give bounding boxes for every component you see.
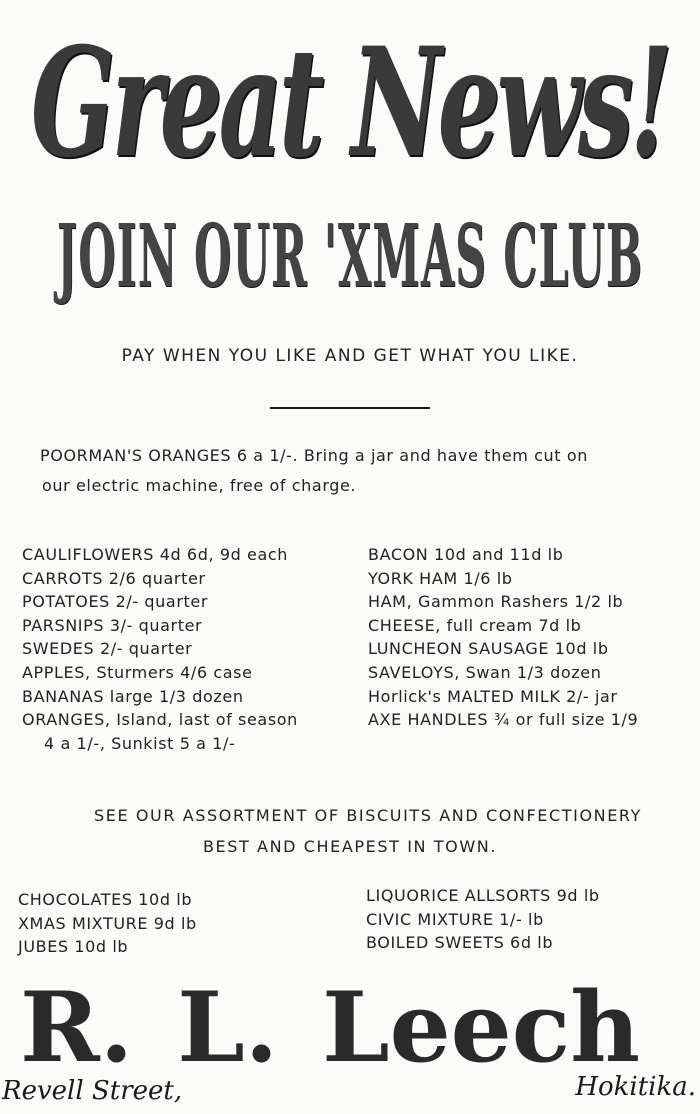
tagline: PAY WHEN YOU LIKE AND GET WHAT YOU LIKE. (121, 346, 579, 366)
list-item: HAM, Gammon Rashers 1/2 lb (368, 592, 624, 612)
list-item: SWEDES 2/- quarter (22, 639, 193, 659)
list-item: PARSNIPS 3/- quarter (22, 615, 203, 635)
headline: Great News! (30, 14, 670, 191)
list-item: APPLES, Sturmers 4/6 case (22, 662, 253, 682)
divider-rule (270, 407, 430, 409)
shop-name (20, 970, 640, 1084)
list-item: BOILED SWEETS 6d lb (366, 933, 554, 953)
assortment-line2: BEST AND CHEAPEST IN TOWN. (202, 837, 498, 856)
list-item: CHOCOLATES 10d lb (18, 890, 193, 909)
list-item: 4 a 1/-, Sunkist 5 a 1/- (44, 733, 236, 753)
sweets-left-list (18, 888, 197, 959)
oranges-note-line2: our electric machine, free of charge. (42, 476, 357, 495)
list-item: CAULIFLOWERS 4d 6d, 9d each (22, 545, 289, 564)
list-item: LIQUORICE ALLSORTS 9d lb (366, 886, 600, 905)
list-item: SAVELOYS, Swan 1/3 dozen (368, 662, 602, 682)
list-item: ORANGES, Island, last of season (22, 710, 298, 730)
list-item: CIVIC MIXTURE 1/- lb (366, 909, 544, 929)
oranges-note-line1: POORMAN'S ORANGES 6 a 1/-. Bring a jar and have them cut on (40, 446, 588, 465)
shop-name-initial-r: R. (20, 970, 134, 1084)
list-item: LUNCHEON SAUSAGE 10d lb (368, 639, 609, 659)
assortment-note (0, 800, 700, 862)
list-item: YORK HAM 1/6 lb (368, 568, 513, 588)
town-name: Hokitika. (575, 1072, 696, 1102)
list-item: POTATOES 2/- quarter (22, 592, 208, 612)
oranges-note (40, 441, 680, 501)
list-item: BANANAS large 1/3 dozen (22, 686, 244, 706)
subheadline: JOIN OUR 'XMAS CLUB (56, 206, 644, 307)
list-item: AXE HANDLES ¾ or full size 1/9 (368, 710, 639, 730)
list-item: JUBES 10d lb (18, 937, 129, 957)
street-address: Revell Street, (2, 1076, 183, 1106)
list-item: Horlick's MALTED MILK 2/- jar (368, 686, 618, 706)
list-item: XMAS MIXTURE 9d lb (18, 913, 197, 933)
sweets-right-list (366, 884, 600, 955)
list-item: CHEESE, full cream 7d lb (368, 615, 582, 635)
produce-left-list (22, 543, 298, 755)
list-item: BACON 10d and 11d lb (368, 545, 564, 564)
produce-right-list (368, 543, 638, 732)
shop-name-surname: Leech (322, 970, 640, 1084)
assortment-line1: SEE OUR ASSORTMENT OF BISCUITS AND CONFECTIONERY (93, 806, 642, 825)
shop-name-initial-l: L. (177, 970, 279, 1084)
list-item: CARROTS 2/6 quarter (22, 568, 206, 588)
